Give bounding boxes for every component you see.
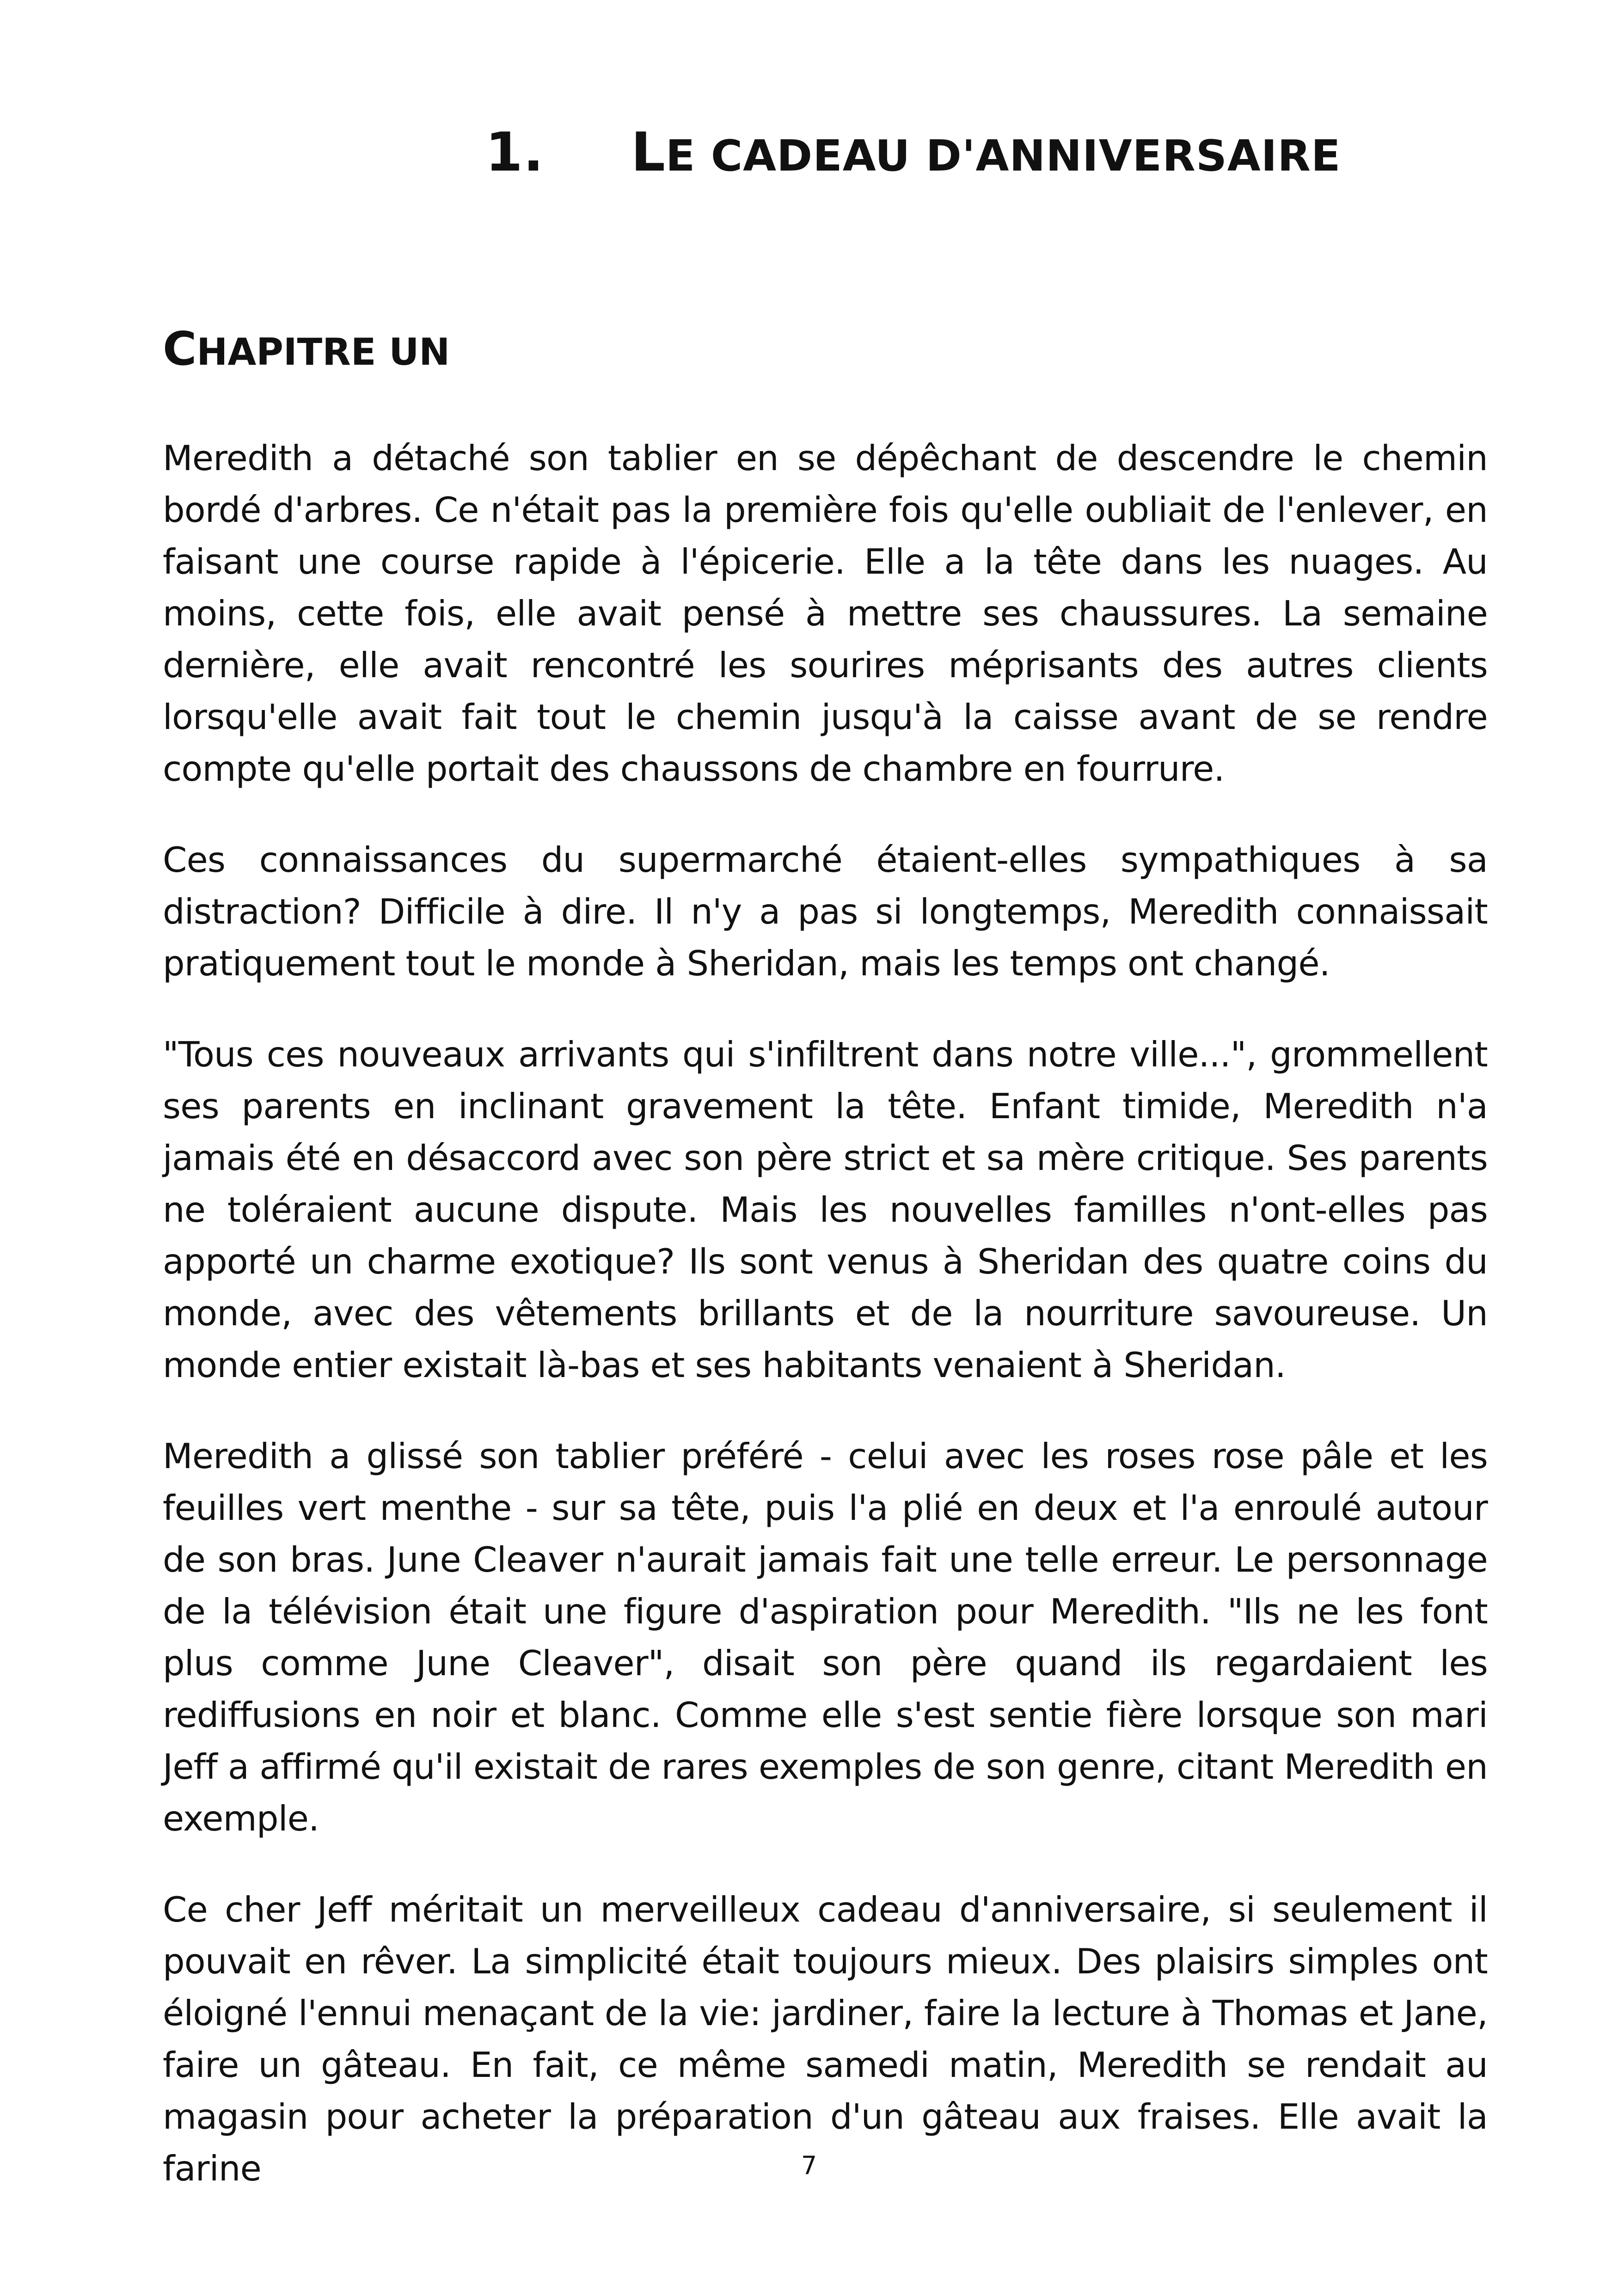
paragraph-4: Meredith a glissé son tablier préféré - celui avec les roses rose pâle et les feuilles vert menthe - sur sa tête, puis l'a plié en deux et l'a enroulé autour de son bras. June Cleaver n'aurait jamais fait une telle erreur. Le personnage de la télévision était une figure d'aspiration pour Meredith. "Ils ne les font plus comme June Cleaver", disait son père quand ils regardaient les rediffusions en noir et blanc. Comme elle s'est sentie fière lorsque son mari Jeff a affirmé qu'il existait de rares exemples de son genre, citant Meredith en exemple. [163, 1436, 1488, 1839]
book-title-number: 1. [485, 121, 544, 184]
paragraph-5: Ce cher Jeff méritait un merveilleux cadeau d'anniversaire, si seulement il pouvait en rêver. La simplicité était toujours mieux. Des plaisirs simples ont éloigné l'ennui menaçant de la vie: jardiner, faire la lecture à Thomas et Jane, faire un gâteau. En fait, ce même samedi matin, Meredith se rendait au magasin pour acheter la préparation d'un gâteau aux fraises. Elle avait la farine [163, 1889, 1488, 2189]
book-title-rest: E CADEAU D'ANNIVERSAIRE [665, 131, 1341, 181]
book-title [485, 118, 1502, 190]
body-text [163, 432, 1488, 2234]
chapter-title-rest: HAPITRE UN [196, 331, 450, 373]
paragraph-2: Ces connaissances du supermarché étaient-elles sympathiques à sa distraction? Difficile à dire. Il n'y a pas si longtemps, Meredith connaissait pratiquement tout le monde à Sheridan, mais les temps ont changé. [163, 839, 1488, 984]
chapter-title [163, 319, 450, 382]
paragraph-1: Meredith a détaché son tablier en se dépêchant de descendre le chemin bordé d'arbres. Ce n'était pas la première fois qu'elle oubliait de l'enlever, en faisant une course rapide à l'épicerie. Elle a la tête dans les nuages. Au moins, cette fois, elle avait pensé à mettre ses chaussures. La semaine dernière, elle avait rencontré les sourires méprisants des autres clients lorsqu'elle avait fait tout le chemin jusqu'à la caisse avant de se rendre compte qu'elle portait des chaussons de chambre en fourrure. [163, 438, 1488, 789]
page-number: 7 [801, 2151, 817, 2180]
book-title-initial: L [631, 121, 666, 184]
paragraph-3: "Tous ces nouveaux arrivants qui s'infiltrent dans notre ville...", grommellent ses parents en inclinant gravement la tête. Enfant timide, Meredith n'a jamais été en désaccord avec son père strict et sa mère critique. Ses parents ne toléraient aucune dispute. Mais les nouvelles familles n'ont-elles pas apporté un charme exotique? Ils sont venus à Sheridan des quatre coins du monde, avec des vêtements brillants et de la nourriture savoureuse. Un monde entier existait là-bas et ses habitants venaient à Sheridan. [163, 1034, 1488, 1385]
chapter-title-initial: C [163, 322, 197, 376]
